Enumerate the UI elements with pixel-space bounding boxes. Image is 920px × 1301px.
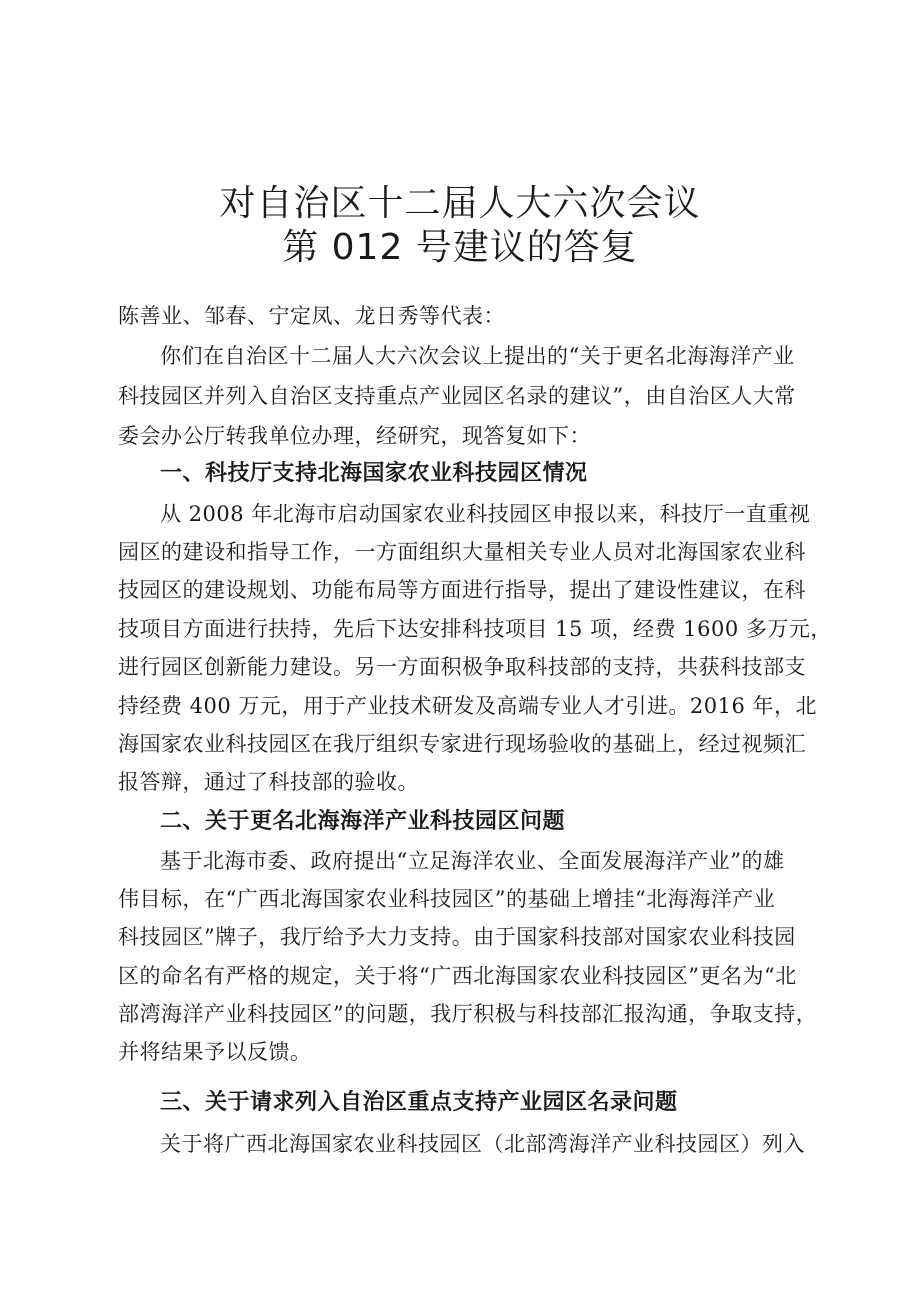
section-2-line: 基于北海市委、政府提出“立足海洋农业、全面发展海洋产业”的雄: [160, 849, 785, 873]
section-2-heading: 二、关于更名北海海洋产业科技园区问题: [160, 809, 566, 834]
section-1-line: 从 2008 年北海市启动国家农业科技园区申报以来，科技厅一直重视: [160, 502, 811, 526]
intro-line: 委会办公厅转我单位办理，经研究，现答复如下：: [118, 424, 591, 448]
section-1-heading: 一、科技厅支持北海国家农业科技园区情况: [160, 461, 588, 486]
intro-line: 你们在自治区十二届人大六次会议上提出的“关于更名北海海洋产业: [160, 344, 795, 368]
section-1-line: 进行园区创新能力建设。另一方面积极争取科技部的支持，共获科技部支: [118, 655, 806, 679]
section-1-line: 海国家农业科技园区在我厅组织专家进行现场验收的基础上，经过视频汇: [118, 732, 806, 756]
salutation: 陈善业、邹春、宁定凤、龙日秀等代表：: [118, 304, 505, 328]
document-title-line-1: 对自治区十二届人大六次会议: [219, 183, 701, 224]
section-1-line: 报答辩，通过了科技部的验收。: [118, 770, 419, 794]
section-2-line: 区的命名有严格的规定，关于将“广西北海国家农业科技园区”更名为“北: [118, 964, 797, 988]
section-1-line: 技项目方面进行扶持，先后下达安排科技项目 15 项，经费 1600 多万元，: [118, 617, 832, 641]
section-2-line: 部湾海洋产业科技园区”的问题，我厅积极与科技部汇报沟通，争取支持，: [118, 1002, 818, 1026]
section-2-line: 伟目标，在“广西北海国家农业科技园区”的基础上增挂“北海海洋产业: [118, 887, 776, 911]
section-1-line: 技园区的建设规划、功能布局等方面进行指导，提出了建设性建议，在科: [118, 578, 806, 602]
section-2-line: 并将结果予以反馈。: [118, 1040, 312, 1064]
intro-line: 科技园区并列入自治区支持重点产业园区名录的建议”，由自治区人大常: [118, 384, 796, 408]
section-3-heading: 三、关于请求列入自治区重点支持产业园区名录问题: [160, 1090, 678, 1115]
section-3-line: 关于将广西北海国家农业科技园区（北部湾海洋产业科技园区）列入: [160, 1132, 805, 1156]
section-1-line: 园区的建设和指导工作，一方面组织大量相关专业人员对北海国家农业科: [118, 540, 806, 564]
section-1-line: 持经费 400 万元，用于产业技术研发及高端专业人才引进。2016 年，北: [118, 694, 818, 718]
section-2-line: 科技园区”牌子，我厅给予大力支持。由于国家科技部对国家农业科技园: [118, 925, 796, 949]
document-title-line-2: 第 012 号建议的答复: [282, 227, 638, 268]
